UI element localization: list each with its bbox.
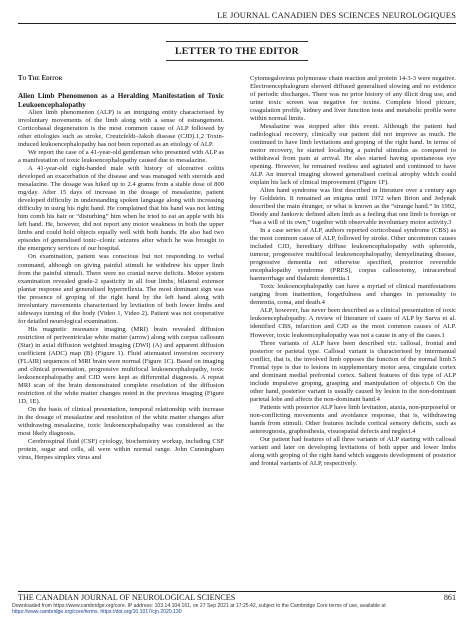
paragraph: Cytomegalovirus polymerase chain reaction and protein 14-3-3 were negative. Electroencephalogram showed diffused generalised slowing and no evidence of periodic discharges. There was no prior history of any illicit drug use, and urine toxic screen was negative for toxins. Complete blood picture, coagulation profile, kidney and liver function tests and metabolic profile were within normal limits. <box>250 75 456 123</box>
paragraph: Patients with posterior ALP have limb levitation, ataxia, non-purposeful or non-conflicting movements and avoidance response, that is, withdrawing hands from stimuli. Other features include cortical sensory deficits, such as astereognosis, graphesthesia, visuospatial defects and neglect.4 <box>250 403 456 435</box>
section-title-rule-top <box>166 41 308 42</box>
paragraph: A 41-year-old right-handed male with history of ulcerative colitis developed an exacerbation of the disease and was managed with steroids and mesalazine. The dosage was hiked up to 2.4 grams from a stable dose of 800 mg/day. After 15 days of increase in the dosage of mesalazine, patient developed difficulty in understanding spoken language along with increasing difficulty in using his right hand. He complained that his hand was not letting him comb his hair or “disturbing” him when he tried to eat an apple with his left hand. He, however, did not report any motor weakness in both the upper limbs and could hold objects equally well with both hands. He also had two episodes of generalised tonic–clonic seizures after which he was brought to the emergency services of our hospital. <box>18 165 224 253</box>
salutation: To The Editor <box>18 75 63 82</box>
header-rule <box>18 23 456 24</box>
paragraph: Mesalazine was stopped after this event. Although the patient had radiological recovery, clinically our patient did not improve as much. He continued to have limb levitations and groping of the right hand. In terms of motor recovery, he started localising a painful stimulus as compared to withdrawal from pain at arrival. He also started having spontaneous eye opening. However, he remained restless and agitated and continued to have ALP. An interval imaging showed generalised cortical atrophy which could explain his lack of clinical improvement (Figure 1F). <box>250 123 456 187</box>
paragraph: Cerebrospinal fluid (CSF) cytology, biochemistry workup, including CSF protein, sugar and cells, all were within normal range. John Cunningham virus, Herpes simplex virus and <box>18 437 224 461</box>
download-link-line[interactable]: https://www.cambridge.org/core/terms. https://doi.org/10.1017/cjn.2020.130 <box>12 609 182 616</box>
paragraph: Our patient had features of all three variants of ALP starting with callosal variant and later on developing levitations of both upper and lower limbs along with groping of the right hand which suggests development of posterior and frontal variants of ALP, respectively. <box>250 435 456 467</box>
paragraph: ALP, however, has never been described as a clinical presentation of toxic leukoencephalopathy. A review of literature of cases of ALP by Sarva et al. identified CBS, infarction and CJD as the most common causes of ALP. However, toxic leukoencephalopathy was not a cause in any of the cases.1 <box>250 307 456 339</box>
paragraph: On examination, patient was conscious but not responding to verbal command, although on giving painful stimuli he withdrew his upper limb from the painful stimuli. There were no cranial nerve deficits. Motor system examination revealed grade-2 spasticity in all four limbs, bilateral extensor plantar response and generalised hyperreflexia. The most dominant sign was the presence of groping of the right hand by the left hand along with involuntary movements characterised by levitation of both lower limbs and sideways turning of the body (Video 1, Video 2). Patient was not cooperative for detailed neurological examination. <box>18 253 224 325</box>
paragraph: Alien hand syndrome was first described in literature over a century ago by Goldstein. It remained an enigma until 1972 when Brion and Jedynak described the main étranger, or what is known as the “strange hand.” In 1992, Doody and Jankovic defined alien limb as a feeling that one limb is foreign or “has a will of its own,” together with observable involuntary motor activity.3 <box>250 187 456 227</box>
article-title: Alien Limb Phenomenon as a Heralding Manifestation of Toxic Leukoencephalopathy <box>18 92 224 109</box>
left-column <box>18 75 224 462</box>
download-line: Downloaded from https://www.cambridge.org/core. IP address: 103.14.104.161, on 27 Sep 2021 at 17:25:42, subject to the Cambridge Core terms of use, available at <box>12 603 386 609</box>
paragraph: Toxic leukoencephalopathy can have a myriad of clinical manifestations ranging from inattention, forgetfulness and changes in personality to dementia, coma, and death.4 <box>250 283 456 307</box>
right-column <box>250 75 456 468</box>
paragraph: On the basis of clinical presentation, temporal relationship with increase in the dosage of mesalazine and resolution of the white matter changes after withdrawing mesalazine, toxic leukoencephalopathy was considered as the most likely diagnosis. <box>18 405 224 437</box>
paragraph: His magnetic resonance imaging (MRI) brain revealed diffusion restriction of periventricular white matter (arrow) along with corpus callosum (Star) in axial diffusion weighted imaging (DWI) (A) and apparent diffusion coefficient (ADC) map (B) (Figure 1). Fluid attenuated inversion recovery (FLAIR) sequences of MRI brain were normal (Figure 1C). Based on imaging and clinical presentation, progressive multifocal leukoencephalopathy, toxic leukoencephalopathy and CJD were kept as differential diagnosis. A repeat MRI scan of the brain demonstrated complete resolution of the diffusion restriction of the white matter changes noted in the previous imaging (Figure 1D, 1E). <box>18 325 224 405</box>
paragraph: We report the case of a 41-year-old gentleman who presented with ALP as a manifestation of toxic leukoencephalopathy caused due to mesalazine. <box>18 149 224 165</box>
paragraph: Three variants of ALP have been described viz. callosal, frontal and posterior or parietal type. Callosal variant is characterised by intermanual conflict, that is, the involved limb opposes the function of the normal limb.5 Frontal type is due to lesions in supplementary motor area, cingulate cortex and dominant medial prefrontal cortex. Salient features of this type of ALP include impulsive groping, grasping and manipulation of objects.6 On the other hand, posterior variant is usually caused by lesion in the non-dominant parietal lobe and affects the non-dominant hand.4 <box>250 339 456 403</box>
download-notice <box>12 603 468 616</box>
spacer <box>18 83 224 92</box>
footer-journal-name: THE CANADIAN JOURNAL OF NEUROLOGICAL SCIENCES <box>18 593 236 602</box>
footer-rule <box>18 591 456 592</box>
paragraph: In a case series of ALP, authors reported corticobasal syndrome (CBS) as the most common cause of ALP, followed by stroke. Other uncommon causes included CJD, hereditary diffuse leukoencephalopathy with spheroids, tumour, progressive multifocal leukoencephalopathy, demyelinating disease, progressive dementia not otherwise specified, posterior reversible encephalopathy syndrome (PRES), corpus callosotomy, intracerebral haemorrhage and thalamic dementia.1 <box>250 227 456 283</box>
running-head: LE JOURNAL CANADIEN DES SCIENCES NEUROLOGIQUES <box>217 10 456 20</box>
paragraph: Alien limb phenomenon (ALP) is an intriguing entity characterised by involuntary movements of the limb along with a sense of estrangement. Corticobasal degeneration is the most common cause of ALP followed by other etiologies such as stroke, Creutzfeldt–Jakob disease (CJD).1,2 Toxin-induced leukoencephalopathy has not been reported as an etiology of ALP. <box>18 109 224 149</box>
section-title-rule-bottom <box>166 60 308 61</box>
page-number: 861 <box>443 593 456 602</box>
section-title: LETTER TO THE EDITOR <box>175 46 299 57</box>
